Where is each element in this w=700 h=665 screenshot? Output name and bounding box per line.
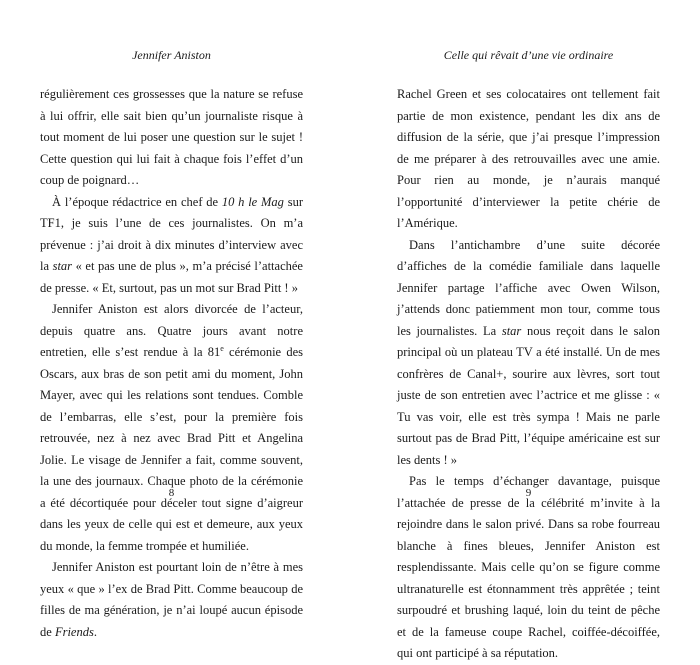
paragraph: Pas le temps d’échanger davantage, puisque l’attachée de presse de la célébrité m’invite à la rejoindre dans le salon privé. Dans sa robe fourreau blanche à fines bleues, Jennifer Aniston est resplendissante. Mais celle qu’on se figure comme ultranaturelle est étonnamment très apprêtée ; teint surpoudré et brushing laqué, loin du teint de pêche et de la fameuse coupe Rachel, coiffée-décoiffée, qui ont participé à sa réputation.	[397, 474, 660, 660]
paragraph: Rachel Green et ses colocataires ont tellement fait partie de mon existence, pendant les dix ans de diffusion de la série, que j’ai presque l’impression de me préparer à des retrouvailles avec une amie. Pour rien au monde, je n’aurais manqué l’opportunité d’interviewer la petite chérie de l’Amérique.	[397, 87, 660, 230]
show-title: Friends	[54, 624, 94, 639]
paragraph: Dans l’antichambre d’une suite décorée d’affiches de la comédie familiale dans laquelle Jennifer partage l’affiche avec Owen Wilson, j’attends donc patiemment mon tour, comme tous les journalistes. La star nous reçoit dans le salon principal où un plateau TV a été installé. Un de mes confrères de Canal+, sourire aux lèvres, sort tout juste de son entretien avec l’actrice et me glisse : « Tu vas voir, elle est très sympa ! Mais ne parle surtout pas de Brad Pitt, l’équipe américaine est sur les dents ! »	[397, 237, 660, 467]
emphasis: star	[52, 259, 73, 273]
show-title: 10 h le Mag	[221, 194, 284, 209]
right-page	[350, 0, 700, 660]
paragraph: régulièrement ces grossesses que la nature se refuse à lui offrir, elle sait bien qu’un journaliste risque à tout moment de lui poser une question sur le sujet ! Cette question qui lui fait à chaque fois l’effet d’un coup de poignard…	[40, 87, 303, 187]
paragraph: À l’époque rédactrice en chef de 10 h le Mag sur TF1, je suis l’une de ces journalistes. On m’a prévenue : j’ai droit à dix minutes d’interview avec la star « et pas une de plus », m’a précisé l’attachée de presse. « Et, surtout, pas un mot sur Brad Pitt ! »	[40, 194, 304, 295]
page-number-left: 8	[168, 487, 175, 499]
running-header-right: Celle qui rêvait d’une vie ordinaire	[443, 48, 614, 62]
running-header-left: Jennifer Aniston	[132, 48, 211, 62]
left-page-body	[40, 84, 303, 643]
paragraph: Jennifer Aniston est pourtant loin de n’être à mes yeux « que » l’ex de Brad Pitt. Comme beaucoup de filles de ma génération, je n’ai loupé aucun épisode de Friends.	[40, 560, 303, 639]
emphasis: star	[501, 323, 522, 338]
paragraph: Jennifer Aniston est alors divorcée de l’acteur, depuis quatre ans. Quatre jours avant notre entretien, elle s’est rendue à la 81e cérémonie des Oscars, aux bras de son petit ami du moment, John Mayer, avec qui les relations sont tendues. Comble de l’embarras, elle s’est, pour la première fois retrouvée, nez à nez avec Brad Pitt et Angelina Jolie. Le visage de Jennifer a fait, comme souvent, la une des journaux. Chaque photo de la cérémonie a été décortiquée pour déceler tout signe d’aigreur dans les yeux de celle qui est et demeure, aux yeux du monde, la femme trompée et humiliée.	[40, 302, 303, 553]
left-page	[0, 0, 350, 639]
ordinal-superscript: e	[220, 343, 224, 353]
right-page-body	[397, 84, 660, 665]
page-number-right: 9	[525, 487, 532, 499]
